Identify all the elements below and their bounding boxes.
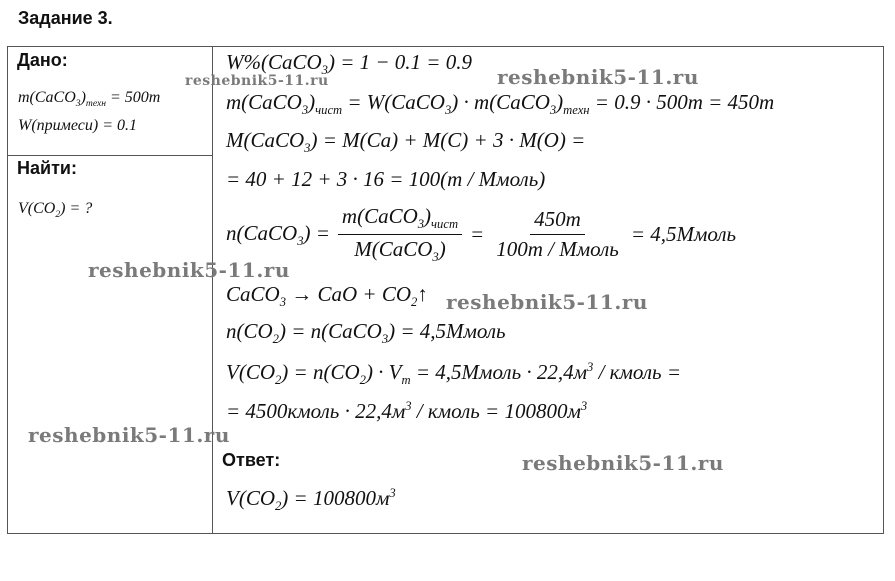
given-label: Дано:	[17, 50, 68, 70]
watermark: reshebnik5-11.ru	[446, 290, 648, 314]
task-heading: Задание 3.	[18, 8, 113, 28]
solution-line-7: $n(CO_2)$ = n(CaCO$_3$) = 4,5Ммоль	[226, 319, 506, 347]
given-mass: $m(CaCO_3)_{техн} = 500т$	[18, 89, 161, 110]
solution-line-4: = 40 + 12 + 3 · 16 = 100(т / Ммоль)	[226, 167, 546, 191]
watermark: reshebnik5-11.ru	[88, 258, 290, 282]
solution-line-1: W%(CaCO$_3$) = 1 − 0.1 = 0.9	[226, 50, 472, 78]
fraction-mass-over-molar: $\frac{m(CaCO_3)_{чист}}{M(CaCO_3)}$	[338, 204, 462, 265]
solution-line-8: $V(CO_2) = n(CO_2) \cdot V_m$ = 4,5Ммоль · $22,4м^3$ / кмоль =	[226, 360, 682, 388]
solution-line-3: M(CaCO$_3$) = M(Ca) + M(C) + 3 · M(O) =	[226, 128, 586, 156]
fraction-numeric: $\frac{450т}{\text{100т / Ммоль}}$	[496, 207, 619, 262]
solution-line-2: $m(CaCO_3)_{чист}$ = W(CaCO$_3$) · $m(CaCO_3)_{техн} = 0.9 \cdot 500т = 450т$	[226, 90, 775, 118]
given-impurity: W(примеси) = 0.1	[18, 117, 137, 134]
watermark: reshebnik5-11.ru	[28, 423, 230, 447]
find-volume: $V(CO_2)$ = ?	[18, 200, 93, 221]
watermark: reshebnik5-11.ru	[185, 73, 329, 89]
watermark: reshebnik5-11.ru	[497, 65, 699, 89]
solution-line-5: n(CaCO$_3$) = $\frac{m(CaCO_3)_{чист}}{M(CaCO_3)}$ = $\frac{450т}{\text{100т / Ммоль}}$ = 4,5Ммоль	[226, 204, 737, 265]
solution-line-9: = 4500кмоль · $22,4м^3$ / кмоль = $100800м^3$	[226, 399, 588, 423]
watermark: reshebnik5-11.ru	[522, 451, 724, 475]
given-find-divider	[7, 155, 213, 156]
find-label: Найти:	[17, 158, 77, 178]
answer-label: Ответ:	[222, 450, 281, 470]
column-divider	[212, 46, 213, 534]
answer-value: $V(CO_2) = 100800м^3$	[226, 486, 396, 514]
reaction-equation: CaCO$_3$ → CaO + $CO_2↑$	[226, 282, 428, 310]
